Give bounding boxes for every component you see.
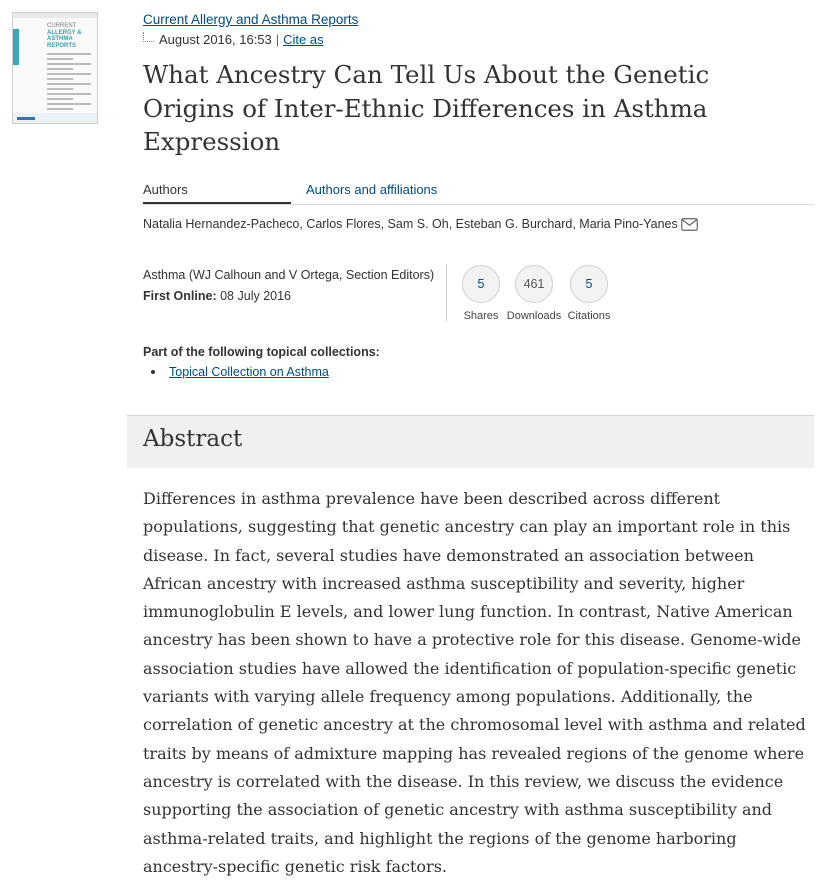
shares-label: Shares — [463, 310, 499, 322]
cite-as-link[interactable]: Cite as — [283, 32, 324, 47]
section-editors: Asthma (WJ Calhoun and V Ortega, Section Editors) — [143, 268, 435, 282]
list-item — [143, 362, 380, 382]
citations-count[interactable]: 5 — [570, 265, 608, 303]
springer-logo-icon — [17, 117, 35, 120]
cover-text-lines — [47, 53, 91, 113]
tab-authors[interactable]: Authors — [143, 179, 291, 204]
abstract-heading: Abstract — [143, 426, 243, 452]
tab-authors-and-affiliations[interactable]: Authors and affiliations — [306, 182, 438, 197]
first-online-date: 08 July 2016 — [220, 289, 291, 303]
metric-downloads — [505, 265, 563, 322]
tree-connector-icon — [143, 32, 154, 42]
meta-separator: | — [275, 32, 280, 47]
metric-citations[interactable] — [560, 265, 618, 322]
author-list — [143, 217, 698, 231]
collections-list — [143, 362, 380, 382]
downloads-count: 461 — [515, 265, 553, 303]
mail-icon[interactable] — [681, 218, 698, 231]
downloads-label: Downloads — [506, 310, 562, 322]
cover-title-line4: REPORTS — [47, 42, 77, 49]
cover-title-line3: ASTHMA — [47, 36, 73, 42]
author-tabs — [143, 179, 814, 205]
collection-link-asthma[interactable]: Topical Collection on Asthma — [169, 365, 329, 379]
shares-count[interactable]: 5 — [462, 265, 500, 303]
cover-top-bar — [13, 13, 97, 18]
abstract-text: Differences in asthma prevalence have been described across different populations, suggesting that genetic ancestry can play an important role in this disease. In fact, several studies have demonstrated an association between African ancestry with increased asthma susceptibility and severity, higher immunoglobulin E levels, and lower lung function. In contrast, Native American ancestry has been shown to have a protective role for this disease. Genome-wide association studies have allowed the identification of population-specific genetic variants with varying allele frequency among populations. Additionally, the correlation of genetic ancestry at the chromosomal level with asthma and related traits by means of admixture mapping has revealed regions of the genome where ancestry is correlated with the disease. In this review, we discuss the evidence supporting the association of genetic ancestry with asthma susceptibility and asthma-related traits, and highlight the regions of the genome harboring ancestry-specific genetic risk factors. — [143, 489, 806, 876]
first-online-label: First Online: — [143, 289, 217, 303]
collections-heading: Part of the following topical collections: — [143, 345, 380, 359]
abstract-header — [127, 415, 814, 468]
cover-stripe — [13, 29, 19, 65]
metrics-divider — [446, 264, 447, 321]
first-online — [143, 286, 434, 307]
cover-title-line1: CURRENT — [47, 23, 77, 29]
cover-title-line2: ALLERGY & — [47, 29, 82, 36]
author-names[interactable]: Natalia Hernandez-Pacheco, Carlos Flores, Sam S. Oh, Esteban G. Burchard, Maria Pino-Yanes — [143, 217, 678, 231]
journal-link[interactable]: Current Allergy and Asthma Reports — [143, 12, 359, 27]
metric-shares[interactable] — [452, 265, 510, 322]
journal-cover[interactable] — [12, 12, 98, 124]
article-title: What Ancestry Can Tell Us About the Genetic Origins of Inter-Ethnic Differences in Asthma Expression — [143, 60, 710, 156]
topical-collections — [143, 345, 380, 382]
publication-date: August 2016, 16:53 — [159, 32, 272, 47]
article-info — [143, 265, 434, 307]
citations-label: Citations — [567, 310, 611, 322]
cover-title — [47, 23, 82, 49]
publication-meta — [143, 32, 324, 47]
